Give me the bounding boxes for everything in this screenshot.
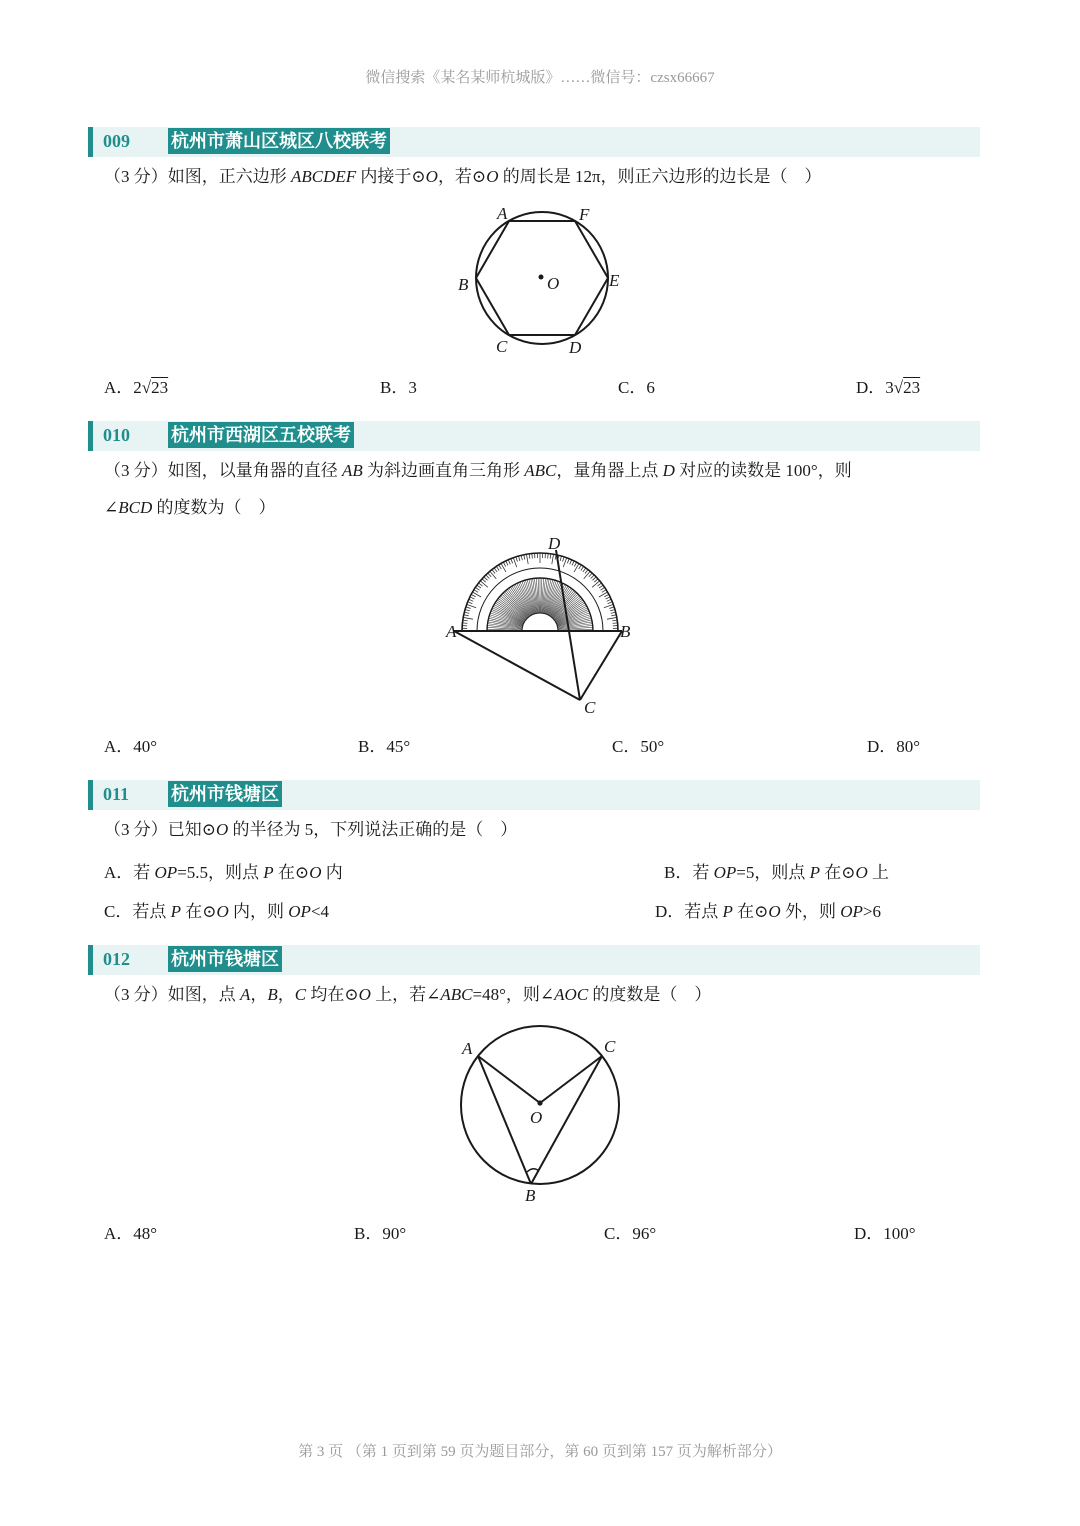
- radicand: 23: [903, 378, 921, 397]
- option-label: A．: [104, 378, 134, 397]
- option-math: P: [809, 863, 820, 882]
- protractor-fan-line: [544, 580, 552, 614]
- option-text: <4: [310, 902, 330, 921]
- stem-text: =48°，则∠: [472, 985, 555, 1004]
- option-math: P: [170, 902, 181, 921]
- stem-text: 的半径为 5，下列说法正确的是（ ）: [228, 820, 518, 839]
- option-b[interactable]: [664, 858, 889, 883]
- figure-protractor-triangle: [440, 530, 640, 720]
- option-text: 50°: [640, 737, 665, 756]
- option-label: C．: [104, 902, 133, 921]
- section-stripe: [88, 780, 93, 810]
- question-number: 009: [103, 131, 130, 151]
- option-text: =5，则点: [736, 863, 810, 882]
- option-text: 6: [646, 378, 655, 397]
- question-stem-010: [104, 452, 964, 526]
- option-c[interactable]: [104, 897, 329, 922]
- option-math: O: [216, 902, 229, 921]
- page-footer-note: 第 3 页 （第 1 页到第 59 页为题目部分，第 60 页到第 157 页为解析部分）: [298, 1444, 782, 1460]
- question-source-tag: 杭州市萧山区城区八校联考: [168, 128, 390, 154]
- option-text: >6: [862, 902, 881, 921]
- option-a[interactable]: [104, 858, 343, 883]
- option-label: A．: [104, 737, 134, 756]
- stem-text: （3 分）如图，以量角器的直径: [104, 461, 342, 480]
- center-point-o: [539, 275, 544, 280]
- option-label: B．: [380, 378, 409, 397]
- option-text: =5.5，则点: [177, 863, 264, 882]
- protractor-tick: [490, 571, 496, 579]
- option-label: B．: [354, 1224, 383, 1243]
- stem-math: ∠BCD: [104, 498, 153, 517]
- label-c: C: [604, 1037, 616, 1056]
- label-a: A: [446, 622, 457, 641]
- question-number: 010: [103, 425, 130, 445]
- option-label: B．: [358, 737, 387, 756]
- stem-text: （3 分）如图，点: [104, 985, 240, 1004]
- option-text: 内，则: [228, 902, 289, 921]
- option-label: C．: [612, 737, 641, 756]
- option-text: 内: [321, 863, 343, 882]
- protractor-tick: [463, 617, 473, 619]
- option-text: 90°: [382, 1224, 407, 1243]
- option-text: 在⊙: [820, 863, 856, 882]
- protractor-tick: [552, 554, 554, 564]
- option-text: 若: [133, 863, 155, 882]
- option-a[interactable]: [104, 732, 157, 757]
- label-a: A: [497, 204, 508, 223]
- option-label: D．: [867, 737, 897, 756]
- sqrt-sign: √: [141, 378, 152, 397]
- option-text: 若: [692, 863, 714, 882]
- option-text: 在⊙: [180, 902, 217, 921]
- stem-math: AB: [342, 461, 363, 480]
- segment-cd: [556, 550, 580, 700]
- option-text: 3: [408, 378, 417, 397]
- option-label: C．: [618, 378, 647, 397]
- figure-hexagon-in-circle: [450, 200, 640, 360]
- option-text: 在⊙: [732, 902, 769, 921]
- option-math: O: [855, 863, 868, 882]
- label-e: E: [609, 271, 620, 290]
- stem-text: 对应的读数是 100°，则: [674, 461, 852, 480]
- stem-text: （3 分）已知⊙: [104, 820, 216, 839]
- option-math: P: [722, 902, 733, 921]
- option-label: D．: [856, 378, 886, 397]
- stem-math: AOC: [554, 985, 589, 1004]
- option-b[interactable]: [380, 373, 417, 398]
- stem-math: O: [425, 167, 438, 186]
- question-stem-012: [104, 976, 964, 1013]
- figure-inscribed-angle: [450, 1025, 640, 1210]
- question-header-009: [88, 127, 980, 157]
- option-text: 40°: [133, 737, 158, 756]
- stem-text: ，若⊙: [437, 167, 487, 186]
- question-header-010: [88, 421, 980, 451]
- stem-text: 的周长是 12π，则正六边形的边长是（ ）: [498, 167, 822, 186]
- option-math: OP: [288, 902, 311, 921]
- question-source-tag: 杭州市钱塘区: [168, 781, 282, 807]
- section-stripe: [88, 945, 93, 975]
- question-number: 012: [103, 949, 130, 969]
- option-label: A．: [104, 1224, 134, 1243]
- question-header-011: [88, 780, 980, 810]
- option-c[interactable]: [612, 732, 664, 757]
- question-source-tag: 杭州市西湖区五校联考: [168, 422, 354, 448]
- option-math: OP: [840, 902, 863, 921]
- option-c[interactable]: [604, 1219, 656, 1244]
- protractor-tick: [501, 563, 506, 572]
- stem-text: 上，若∠: [370, 985, 441, 1004]
- option-text: 外，则: [780, 902, 841, 921]
- side-bc: [580, 631, 622, 700]
- stem-text: 的度数是（ ）: [588, 985, 712, 1004]
- stem-text: ，量角器上点: [556, 461, 663, 480]
- option-text: 在⊙: [273, 863, 310, 882]
- option-text: 若点: [684, 902, 723, 921]
- option-b[interactable]: [358, 732, 410, 757]
- question-stem-009: [104, 158, 964, 195]
- option-label: A．: [104, 863, 134, 882]
- option-text: 2: [133, 378, 142, 397]
- option-math: P: [263, 863, 274, 882]
- protractor-tick: [574, 563, 579, 572]
- protractor-fan-line: [489, 618, 523, 626]
- option-text: 3: [885, 378, 894, 397]
- protractor-tick: [584, 571, 590, 579]
- option-math: OP: [713, 863, 737, 882]
- stem-math: O: [358, 985, 371, 1004]
- option-c[interactable]: [618, 373, 655, 398]
- option-b[interactable]: [354, 1219, 406, 1244]
- protractor-tick: [599, 592, 608, 597]
- label-b: B: [525, 1186, 536, 1205]
- protractor-tick: [607, 617, 617, 619]
- option-d[interactable]: [856, 373, 920, 398]
- label-d: D: [548, 534, 561, 553]
- label-a: A: [462, 1039, 473, 1058]
- protractor-tick: [526, 554, 528, 564]
- option-text: 100°: [883, 1224, 916, 1243]
- option-text: 上: [867, 863, 890, 882]
- protractor-tick: [480, 581, 488, 587]
- stem-math: B: [267, 985, 278, 1004]
- stem-math: A: [240, 985, 251, 1004]
- stem-text: ，: [250, 985, 268, 1004]
- radicand: 23: [151, 378, 169, 397]
- option-text: 48°: [133, 1224, 158, 1243]
- label-c: C: [584, 698, 596, 717]
- protractor-fan-line: [527, 580, 535, 614]
- label-b: B: [620, 622, 631, 641]
- option-text: 若点: [132, 902, 171, 921]
- stem-text: （3 分）如图，正六边形: [104, 167, 291, 186]
- label-o: O: [530, 1108, 543, 1127]
- option-label: D．: [655, 902, 685, 921]
- option-a[interactable]: [104, 1219, 157, 1244]
- option-a[interactable]: [104, 373, 168, 398]
- page-header-note: 微信搜索《某名某师杭城版》……微信号：czsx66667: [365, 70, 715, 86]
- option-math: O: [768, 902, 781, 921]
- option-label: D．: [854, 1224, 884, 1243]
- label-o: O: [547, 274, 560, 293]
- stem-math: ABC: [524, 461, 557, 480]
- center-point-o: [537, 1100, 542, 1105]
- question-header-012: [88, 945, 980, 975]
- stem-math: C: [294, 985, 307, 1004]
- question-source-tag: 杭州市钱塘区: [168, 946, 282, 972]
- option-math: O: [309, 863, 322, 882]
- label-b: B: [458, 275, 469, 294]
- stem-text: 内接于⊙: [356, 167, 426, 186]
- option-d[interactable]: [655, 897, 881, 922]
- side-ac: [454, 631, 580, 700]
- protractor-tick: [592, 581, 600, 587]
- option-d[interactable]: [854, 1219, 916, 1244]
- stem-math: O: [486, 167, 499, 186]
- label-d: D: [569, 338, 582, 357]
- label-f: F: [579, 205, 590, 224]
- sqrt-sign: √: [893, 378, 904, 397]
- stem-text: 的度数为（ ）: [152, 498, 276, 517]
- stem-text: 为斜边画直角三角形: [362, 461, 525, 480]
- section-stripe: [88, 421, 93, 451]
- label-c: C: [496, 337, 508, 356]
- protractor-tick: [472, 592, 481, 597]
- stem-text: ，: [277, 985, 295, 1004]
- protractor-fan-line: [557, 618, 591, 626]
- option-text: 96°: [632, 1224, 657, 1243]
- stem-math: O: [216, 820, 229, 839]
- option-label: B．: [664, 863, 693, 882]
- stem-math: D: [662, 461, 675, 480]
- stem-math: ABCDEF: [291, 167, 357, 186]
- section-stripe: [88, 127, 93, 157]
- question-number: 011: [103, 784, 130, 804]
- option-text: 80°: [896, 737, 921, 756]
- option-label: C．: [604, 1224, 633, 1243]
- stem-text: 均在⊙: [306, 985, 359, 1004]
- radius-oc: [540, 1056, 602, 1103]
- option-text: 45°: [386, 737, 411, 756]
- question-stem-011: [104, 811, 964, 848]
- stem-math: ABC: [440, 985, 473, 1004]
- option-d[interactable]: [867, 732, 920, 757]
- option-math: OP: [154, 863, 178, 882]
